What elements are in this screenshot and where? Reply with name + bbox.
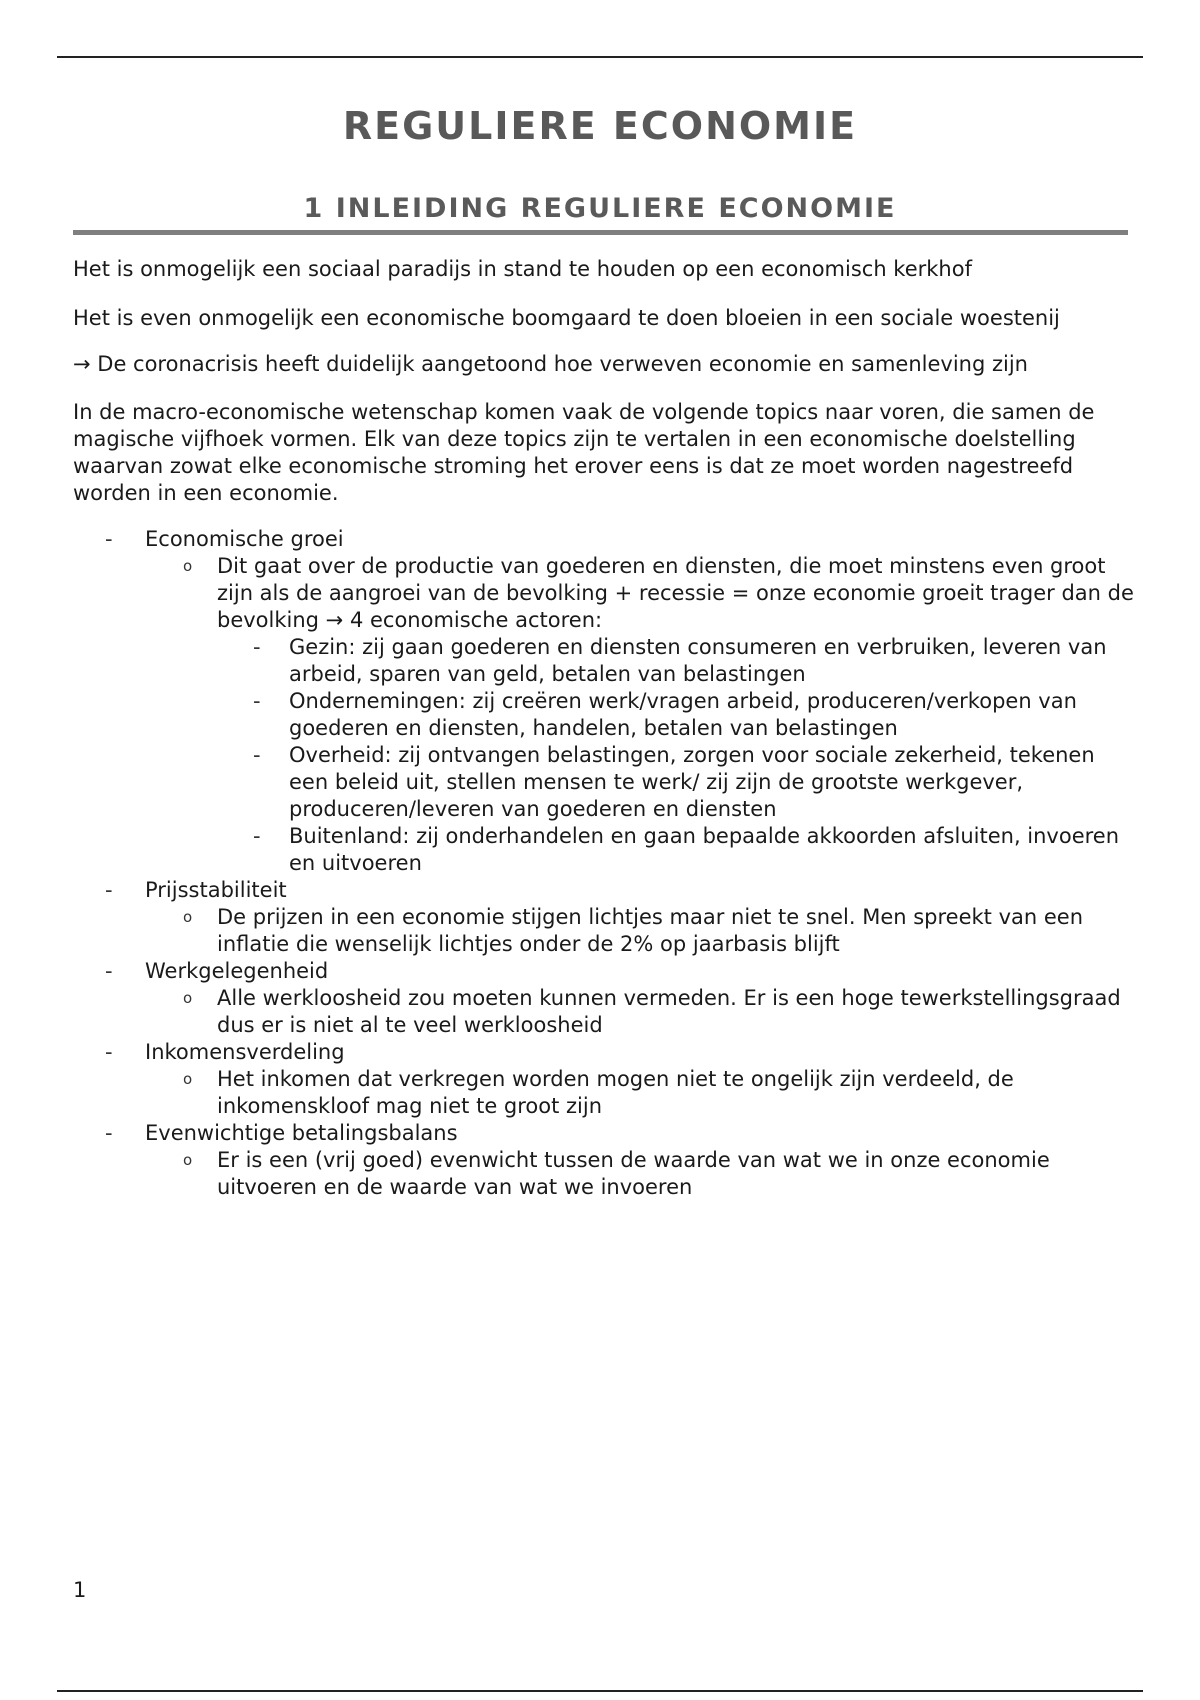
list-bullet-dash: - (105, 878, 113, 902)
list-bullet-dash: - (105, 1121, 113, 1145)
list-bullet-dash: - (253, 824, 261, 848)
actor-item-overheid (217, 742, 1135, 823)
list-bullet-circle: o (183, 1070, 193, 1088)
list-bullet-circle: o (183, 989, 193, 1007)
topic-detail-text: De prijzen in een economie stijgen lichtjes maar niet te snel. Men spreekt van een inflatie die wenselijk lichtjes onder de 2% op jaarbasis blijft (217, 905, 1084, 956)
topic-detail-list (145, 553, 1135, 877)
actor-text: Buitenland: zij onderhandelen en gaan bepaalde akkoorden afsluiten, invoeren en uitvoeren (289, 824, 1120, 875)
topic-list (73, 526, 1135, 1201)
document-title: REGULIERE ECONOMIE (342, 104, 858, 148)
topic-detail-text: Alle werkloosheid zou moeten kunnen vermeden. Er is een hoge tewerkstellingsgraad dus er is niet al te veel werkloosheid (217, 986, 1121, 1037)
actor-text: Overheid: zij ontvangen belastingen, zorgen voor sociale zekerheid, tekenen een beleid uit, stellen mensen te werk/ zij zijn de grootste werkgever, produceren/leveren van goederen en diensten (289, 743, 1095, 821)
list-bullet-dash: - (105, 527, 113, 551)
topic-item-price-stability (73, 877, 1135, 958)
topic-detail-text: Er is een (vrij goed) evenwicht tussen de waarde van wat we in onze economie uitvoeren en de waarde van wat we invoeren (217, 1148, 1050, 1199)
topic-detail-list (145, 1066, 1135, 1120)
page-top-rule (57, 56, 1143, 58)
paragraph-conclusion: → De coronacrisis heeft duidelijk aangetoond hoe verweven economie en samenleving zijn (73, 352, 1028, 376)
topic-item-income-distribution (73, 1039, 1135, 1120)
topic-item-balance-of-payments (73, 1120, 1135, 1201)
topic-detail-text: Dit gaat over de productie van goederen en diensten, die moet minstens even groot zijn als de aangroei van de bevolking + recessie = onze economie groeit trager dan de bevolking → 4 economische actoren: (217, 554, 1134, 632)
actor-item-gezin (217, 634, 1135, 688)
page-bottom-rule (57, 1690, 1143, 1692)
actor-text: Ondernemingen: zij creëren werk/vragen arbeid, produceren/verkopen van goederen en diensten, handelen, betalen van belastingen (289, 689, 1077, 740)
topic-detail (145, 904, 1135, 958)
topic-label: Prijsstabiliteit (145, 878, 287, 902)
actor-list (217, 634, 1135, 877)
topic-label: Evenwichtige betalingsbalans (145, 1121, 458, 1145)
topic-detail (145, 1147, 1135, 1201)
topic-label: Werkgelegenheid (145, 959, 329, 983)
list-bullet-dash: - (105, 959, 113, 983)
topic-item-employment (73, 958, 1135, 1039)
list-bullet-circle: o (183, 1151, 193, 1169)
topic-detail (145, 553, 1135, 877)
topic-detail-list (145, 904, 1135, 958)
topic-label: Economische groei (145, 527, 344, 551)
list-bullet-dash: - (253, 743, 261, 767)
list-bullet-dash: - (253, 689, 261, 713)
actor-item-ondernemingen (217, 688, 1135, 742)
actor-text: Gezin: zij gaan goederen en diensten consumeren en verbruiken, leveren van arbeid, sparen van geld, betalen van belastingen (289, 635, 1107, 686)
topic-detail (145, 1066, 1135, 1120)
actor-item-buitenland (217, 823, 1135, 877)
paragraph-intro-magic-pentagon: In de macro-economische wetenschap komen vaak de volgende topics naar voren, die samen de magische vijfhoek vormen. Elk van deze topics zijn te vertalen in een economische doelstelling waarvan zowat elke economische stroming het erover eens is dat ze moet worden nagestreefd worden in een economie. (73, 400, 1095, 505)
topic-detail-text: Het inkomen dat verkregen worden mogen niet te ongelijk zijn verdeeld, de inkomenskloof mag niet te groot zijn (217, 1067, 1014, 1118)
list-bullet-circle: o (183, 557, 193, 575)
topic-label: Inkomensverdeling (145, 1040, 345, 1064)
topic-detail-list (145, 1147, 1135, 1201)
list-bullet-dash: - (105, 1040, 113, 1064)
topic-detail-list (145, 985, 1135, 1039)
section-heading-rule (73, 230, 1128, 235)
page-number: 1 (73, 1578, 87, 1602)
paragraph-quote-1: Het is onmogelijk een sociaal paradijs in stand te houden op een economisch kerkhof (73, 257, 972, 281)
topic-item-economic-growth (73, 526, 1135, 877)
paragraph-quote-2: Het is even onmogelijk een economische boomgaard te doen bloeien in een sociale woestenij (73, 306, 1060, 330)
topic-detail (145, 985, 1135, 1039)
list-bullet-circle: o (183, 908, 193, 926)
section-heading: 1 INLEIDING REGULIERE ECONOMIE (303, 193, 897, 224)
list-bullet-dash: - (253, 635, 261, 659)
